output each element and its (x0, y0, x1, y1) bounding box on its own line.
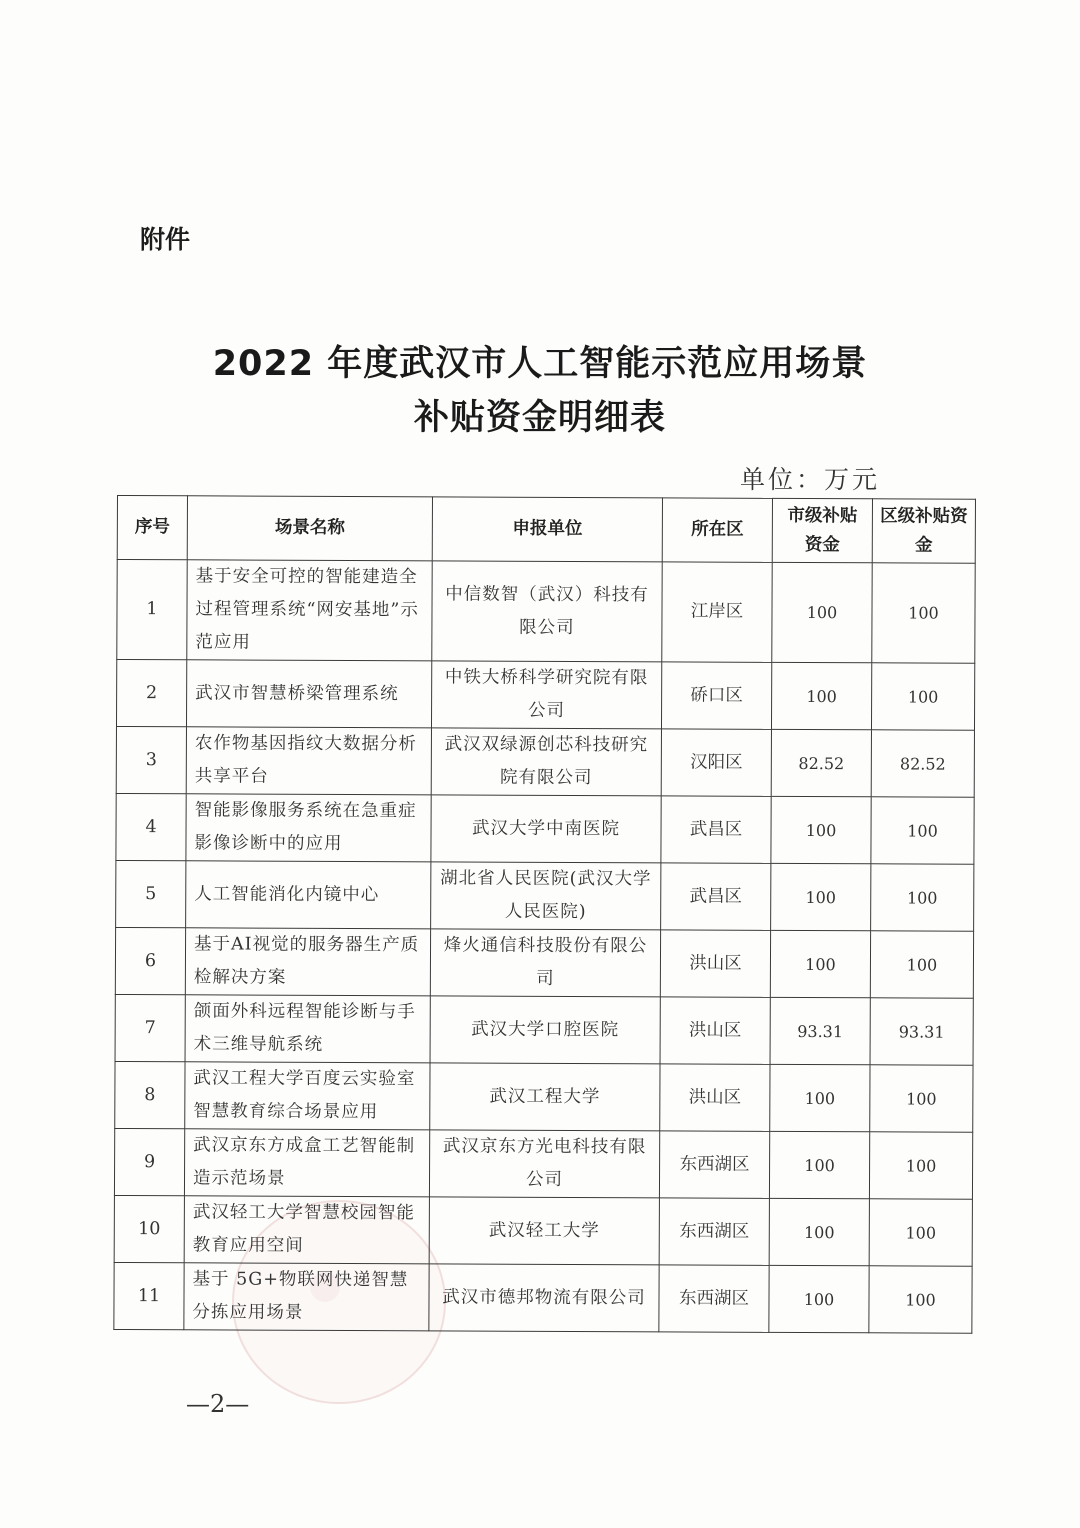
header-district: 所在区 (662, 498, 772, 562)
cell-district-fund: 100 (869, 1266, 972, 1333)
cell-applicant: 中信数智（武汉）科技有限公司 (432, 561, 662, 662)
table-row (115, 994, 973, 1065)
cell-city-fund: 100 (769, 1265, 869, 1332)
cell-district-fund: 100 (871, 797, 974, 864)
cell-applicant: 武汉双绿源创芯科技研究院有限公司 (431, 728, 661, 796)
cell-city-fund: 100 (769, 1198, 869, 1265)
cell-district: 硚口区 (661, 662, 771, 729)
cell-district-fund: 93.31 (870, 998, 973, 1065)
cell-no: 7 (115, 994, 185, 1061)
table-row (114, 1262, 972, 1333)
cell-district-fund: 100 (871, 663, 974, 730)
cell-scene: 武汉京东方成盒工艺智能制造示范场景 (184, 1129, 429, 1197)
cell-district: 武昌区 (661, 863, 771, 930)
table-row (117, 560, 975, 664)
cell-applicant: 烽火通信科技股份有限公司 (430, 929, 660, 997)
table-header-row (117, 496, 975, 564)
cell-applicant: 武汉大学口腔医院 (430, 996, 660, 1064)
cell-city-fund: 100 (772, 562, 872, 662)
subsidy-table (113, 495, 976, 1334)
table-row (114, 1128, 972, 1199)
cell-district-fund: 100 (870, 1065, 973, 1132)
header-district-fund: 区级补贴资金 (872, 499, 975, 563)
table-body (114, 560, 975, 1334)
cell-applicant: 武汉市德邦物流有限公司 (429, 1264, 659, 1332)
table-row (116, 860, 974, 931)
header-applicant: 申报单位 (432, 497, 662, 562)
cell-district: 洪山区 (660, 1064, 770, 1131)
cell-applicant: 湖北省人民医院(武汉大学人民医院) (431, 862, 661, 930)
cell-applicant: 武汉工程大学 (430, 1063, 660, 1131)
cell-district-fund: 100 (871, 864, 974, 931)
cell-district: 武昌区 (661, 796, 771, 863)
cell-scene: 颌面外科远程智能诊断与手术三维导航系统 (185, 995, 430, 1063)
cell-district: 东西湖区 (659, 1131, 769, 1198)
cell-district: 东西湖区 (659, 1265, 769, 1332)
cell-scene: 基于AI视觉的服务器生产质检解决方案 (185, 928, 430, 996)
cell-city-fund: 93.31 (770, 997, 870, 1064)
cell-district: 洪山区 (660, 930, 770, 997)
cell-no: 3 (116, 727, 186, 794)
table-row (116, 660, 974, 731)
cell-scene: 武汉市智慧桥梁管理系统 (186, 660, 431, 728)
cell-no: 5 (116, 860, 186, 927)
page-number: —2— (186, 1390, 250, 1418)
cell-city-fund: 100 (770, 930, 870, 997)
cell-district: 东西湖区 (659, 1198, 769, 1265)
cell-district-fund: 100 (870, 931, 973, 998)
cell-city-fund: 82.52 (771, 729, 871, 796)
table-row (114, 1195, 972, 1266)
cell-applicant: 武汉轻工大学 (429, 1197, 659, 1265)
cell-no: 4 (116, 793, 186, 860)
table-row (115, 927, 973, 998)
cell-district-fund: 100 (869, 1132, 972, 1199)
cell-district: 洪山区 (660, 997, 770, 1064)
cell-scene: 武汉轻工大学智慧校园智能教育应用空间 (184, 1196, 429, 1264)
cell-no: 9 (114, 1128, 184, 1195)
cell-no: 1 (117, 560, 187, 660)
unit-label: 单位：万元 (740, 465, 881, 494)
header-scene: 场景名称 (187, 496, 432, 561)
table-row (116, 793, 974, 864)
cell-city-fund: 100 (771, 863, 871, 930)
cell-district-fund: 100 (872, 563, 975, 663)
table-row (116, 727, 974, 798)
attachment-label: 附件 (140, 225, 191, 254)
cell-scene: 基于 5G+物联网快递智慧分拣应用场景 (184, 1263, 429, 1331)
cell-scene: 智能影像服务系统在急重症影像诊断中的应用 (186, 794, 431, 862)
cell-no: 8 (115, 1061, 185, 1128)
cell-no: 11 (114, 1262, 184, 1329)
table-row (115, 1061, 973, 1132)
cell-scene: 基于安全可控的智能建造全过程管理系统“网安基地”示范应用 (187, 560, 432, 661)
cell-district-fund: 82.52 (871, 730, 974, 797)
cell-applicant: 武汉大学中南医院 (431, 795, 661, 863)
cell-district-fund: 100 (869, 1199, 972, 1266)
header-no: 序号 (117, 496, 187, 560)
cell-city-fund: 100 (769, 1131, 869, 1198)
document-title-line2: 补贴资金明细表 (413, 398, 666, 438)
cell-city-fund: 100 (770, 1064, 870, 1131)
cell-no: 10 (114, 1195, 184, 1262)
cell-applicant: 武汉京东方光电科技有限公司 (429, 1130, 659, 1198)
cell-city-fund: 100 (771, 796, 871, 863)
cell-no: 2 (116, 660, 186, 727)
cell-applicant: 中铁大桥科学研究院有限公司 (431, 661, 661, 729)
cell-district: 汉阳区 (661, 729, 771, 796)
cell-scene: 农作物基因指纹大数据分析共享平台 (186, 727, 431, 795)
document-title-line1: 2022 年度武汉市人工智能示范应用场景 (212, 344, 868, 384)
cell-district: 江岸区 (662, 562, 772, 662)
cell-city-fund: 100 (771, 662, 871, 729)
cell-scene: 人工智能消化内镜中心 (186, 861, 431, 929)
cell-no: 6 (115, 927, 185, 994)
header-city-fund: 市级补贴资金 (772, 498, 872, 562)
cell-scene: 武汉工程大学百度云实验室智慧教育综合场景应用 (185, 1062, 430, 1130)
